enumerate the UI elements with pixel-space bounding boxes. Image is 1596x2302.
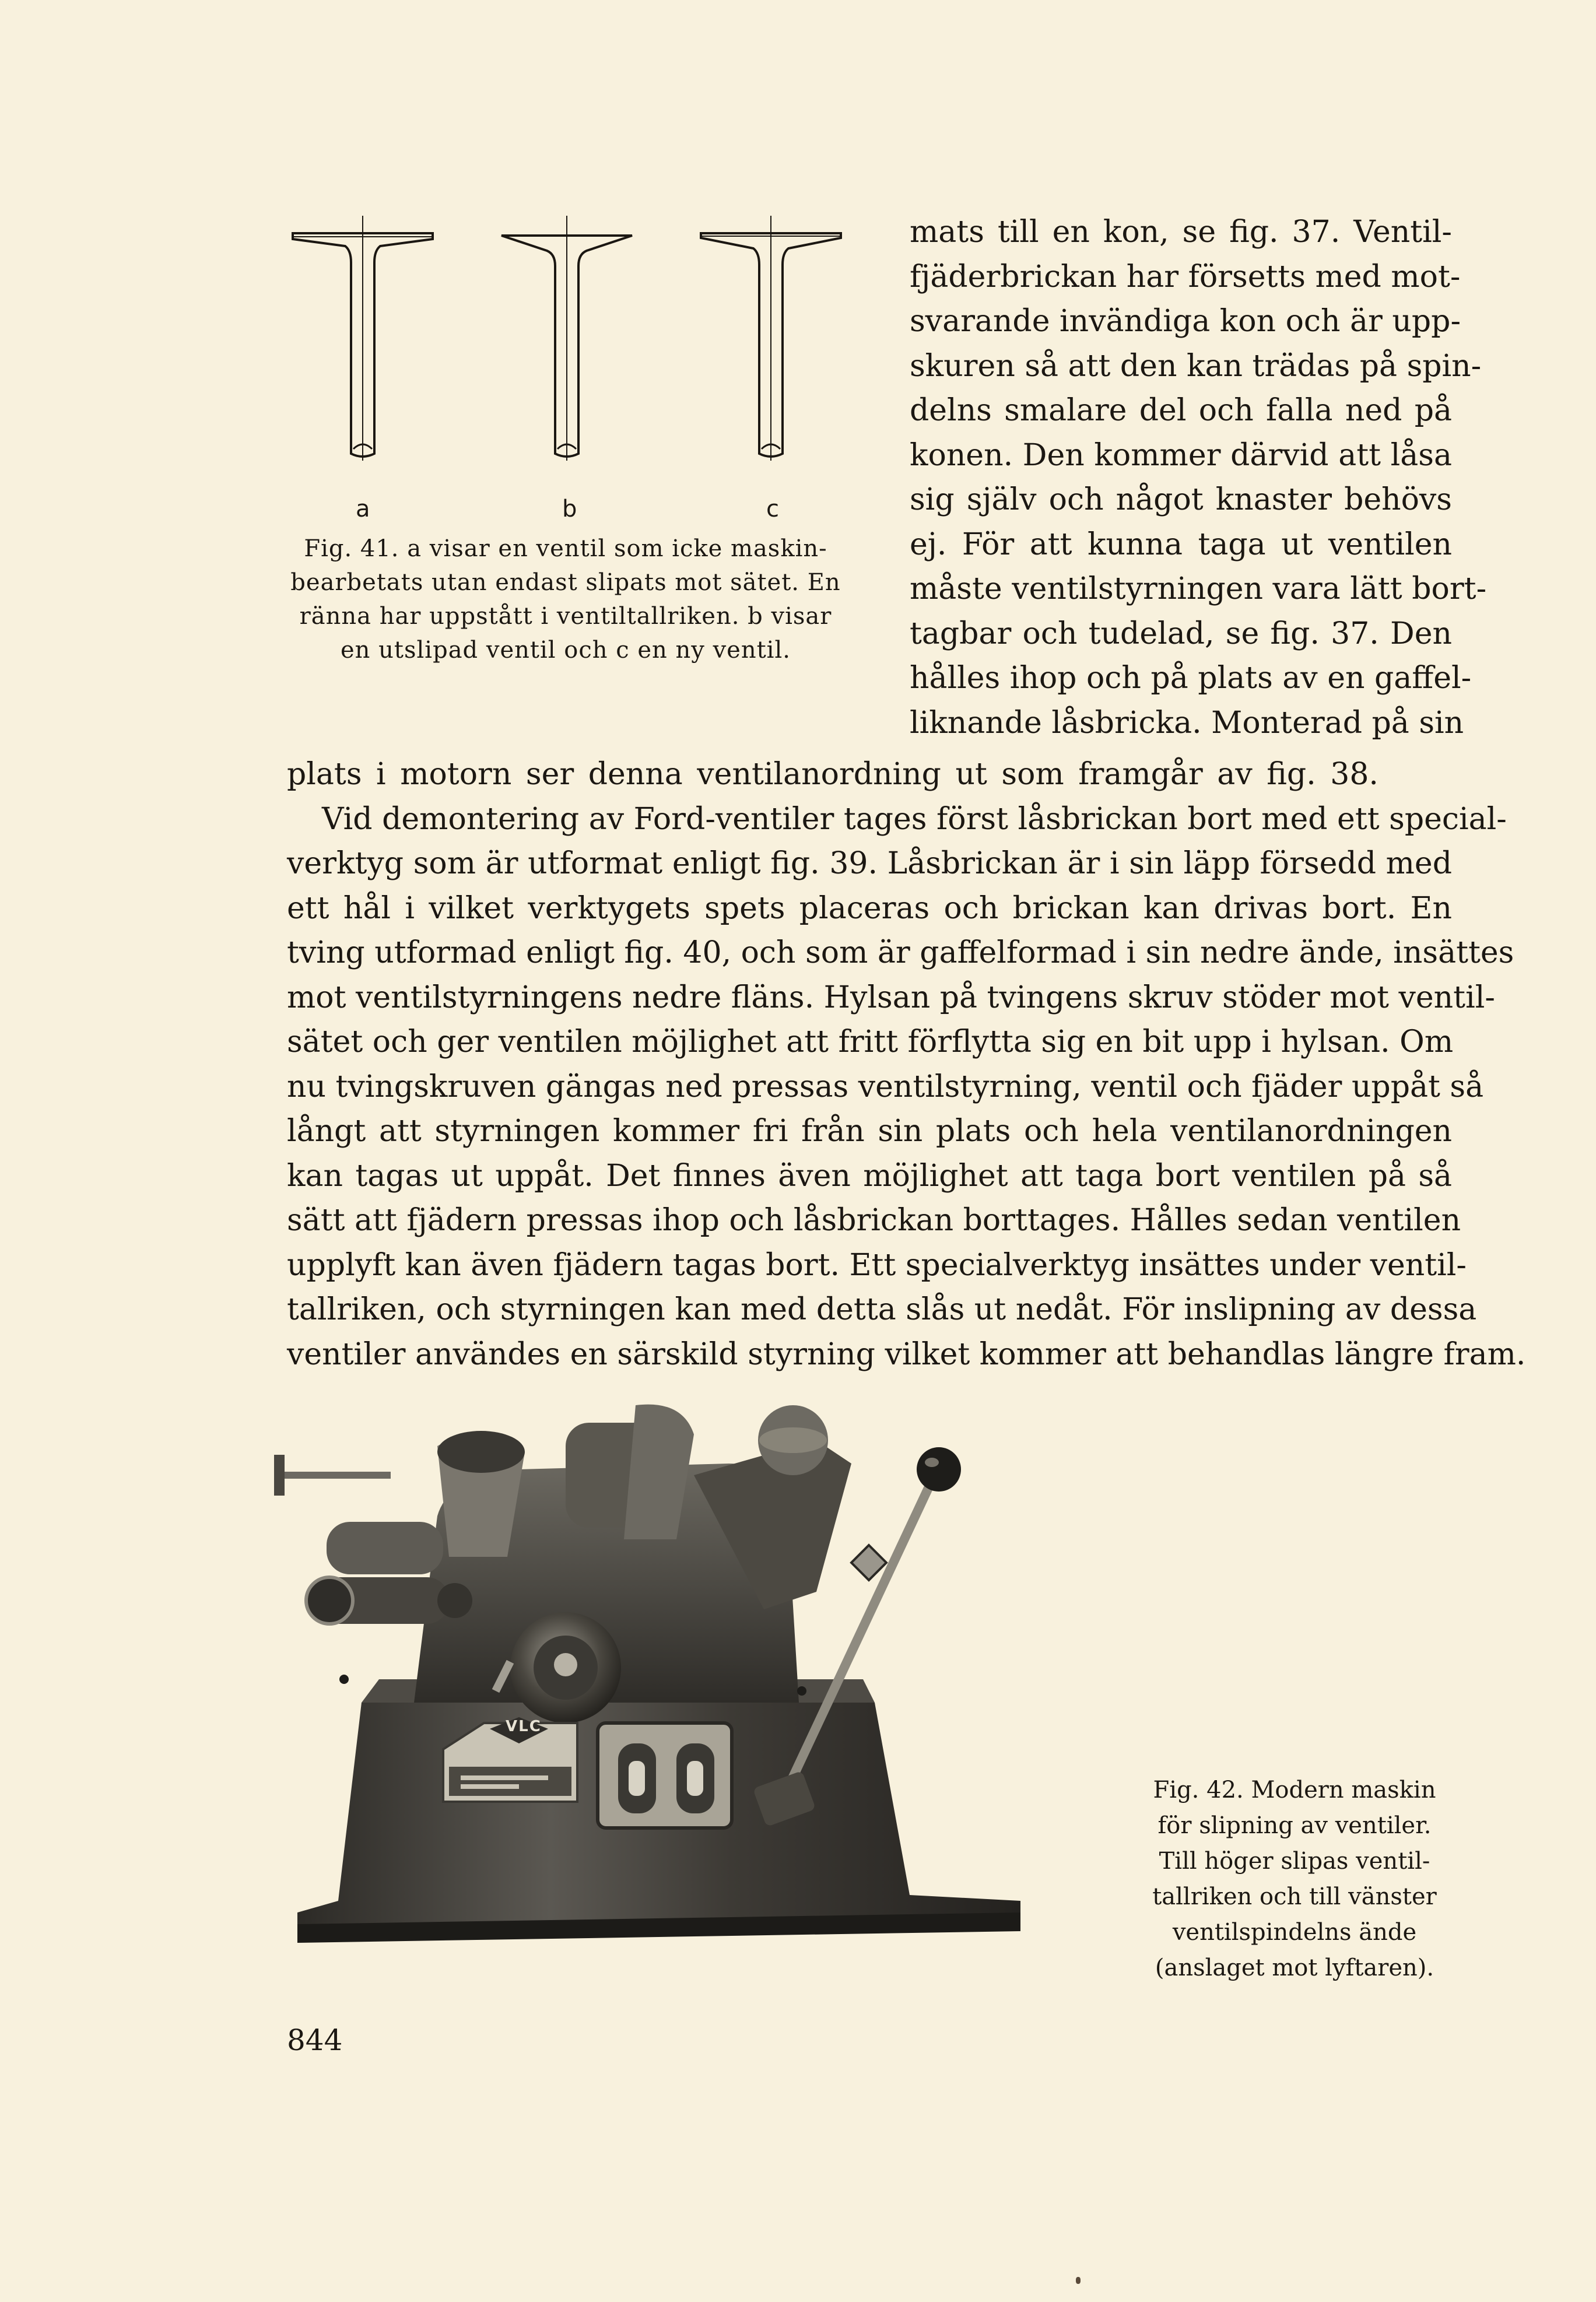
text-line: upplyft kan även fjädern tagas bort. Ett specialverktyg insättes under ventil- — [287, 1247, 1467, 1283]
valve-b — [501, 216, 632, 461]
text-line: måste ventilstyrningen vara lätt bort- — [910, 571, 1487, 606]
vlc-plate-text: VLC — [506, 1718, 542, 1735]
text-line: plats i motorn ser denna ventilanordning ut som framgår av fig. 38. — [287, 757, 1378, 792]
ink-speck — [1076, 2277, 1081, 2284]
text-line: Vid demontering av Ford-ventiler tages först låsbrickan bort med ett special- — [322, 801, 1507, 837]
text-line: delns smalare del och falla ned på — [910, 393, 1452, 428]
caption-line: Fig. 42. Modern maskin — [1153, 1777, 1436, 1803]
text-line: ventiler användes en särskild styrning vilket kommer att behandlas längre fram. — [287, 1336, 1526, 1372]
figure-41-caption — [286, 532, 846, 667]
page-number: 844 — [287, 2023, 343, 2057]
text-line: nu tvingskruven gängas ned pressas ventilstyrning, ventil och fjäder uppåt så — [287, 1069, 1484, 1104]
main-body-text — [287, 752, 1526, 1377]
label-b: b — [562, 496, 577, 522]
text-line: tving utformad enligt fig. 40, och som är gaffelformad i sin nedre ände, insättes — [287, 935, 1514, 970]
valves-drawing — [280, 216, 875, 490]
caption-line: en utslipad ventil och c en ny ventil. — [341, 637, 791, 664]
figure-42-machine-photo — [274, 1399, 1102, 1953]
text-line: långt att styrningen kommer fri från sin plats och hela ventilanordningen — [287, 1114, 1452, 1149]
caption-line: för slipning av ventiler. — [1157, 1812, 1432, 1839]
figure-42-caption — [1143, 1773, 1446, 1986]
label-a: a — [356, 496, 370, 522]
caption-line: Fig. 41. a visar en ventil som icke maskin- — [304, 535, 827, 562]
text-line: tagbar och tudelad, se fig. 37. Den — [910, 616, 1452, 651]
valve-c — [701, 216, 841, 461]
text-line: svarande invändiga kon och är upp- — [910, 304, 1461, 339]
text-line: ej. För att kunna taga ut ventilen — [910, 527, 1452, 562]
text-line: verktyg som är utformat enligt fig. 39. Låsbrickan är i sin läpp försedd med — [287, 846, 1452, 881]
label-c: c — [766, 496, 779, 522]
text-line: ett hål i vilket verktygets spets placeras och brickan kan drivas bort. En — [287, 890, 1452, 926]
right-column-text — [910, 210, 1487, 745]
text-line: sätt att fjädern pressas ihop och låsbrickan borttages. Hålles sedan ventilen — [287, 1203, 1461, 1238]
text-line: sätet och ger ventilen möjlighet att fritt förflytta sig en bit upp i hylsan. Om — [287, 1024, 1454, 1059]
text-line: hålles ihop och på plats av en gaffel- — [910, 661, 1472, 696]
caption-line: ränna har uppstått i ventiltallriken. b visar — [299, 603, 832, 630]
caption-line: (anslaget mot lyftaren). — [1155, 1954, 1434, 1981]
text-line: mats till en kon, se fig. 37. Ventil- — [910, 215, 1452, 250]
figure-41-valves — [280, 216, 875, 525]
text-line: skuren så att den kan trädas på spin- — [910, 348, 1482, 384]
text-line: konen. Den kommer därvid att låsa — [910, 437, 1452, 473]
text-line: fjäderbrickan har försetts med mot- — [910, 259, 1461, 294]
caption-line: tallriken och till vänster — [1152, 1883, 1437, 1910]
machine-illustration — [274, 1399, 1102, 1953]
text-line: sig själv och något knaster behövs — [910, 482, 1452, 517]
caption-line: bearbetats utan endast slipats mot sätet. En — [290, 569, 841, 596]
text-line: tallriken, och styrningen kan med detta slås ut nedåt. För inslipning av dessa — [287, 1292, 1477, 1327]
valve-a — [293, 216, 433, 461]
caption-line: Till höger slipas ventil- — [1159, 1848, 1430, 1875]
caption-line: ventilspindelns ände — [1172, 1919, 1417, 1946]
text-line: liknande låsbricka. Monterad på sin — [910, 705, 1464, 741]
text-line: kan tagas ut uppåt. Det finnes även möjlighet att taga bort ventilen på så — [287, 1158, 1452, 1194]
text-line: mot ventilstyrningens nedre fläns. Hylsan på tvingens skruv stöder mot ventil- — [287, 980, 1495, 1015]
